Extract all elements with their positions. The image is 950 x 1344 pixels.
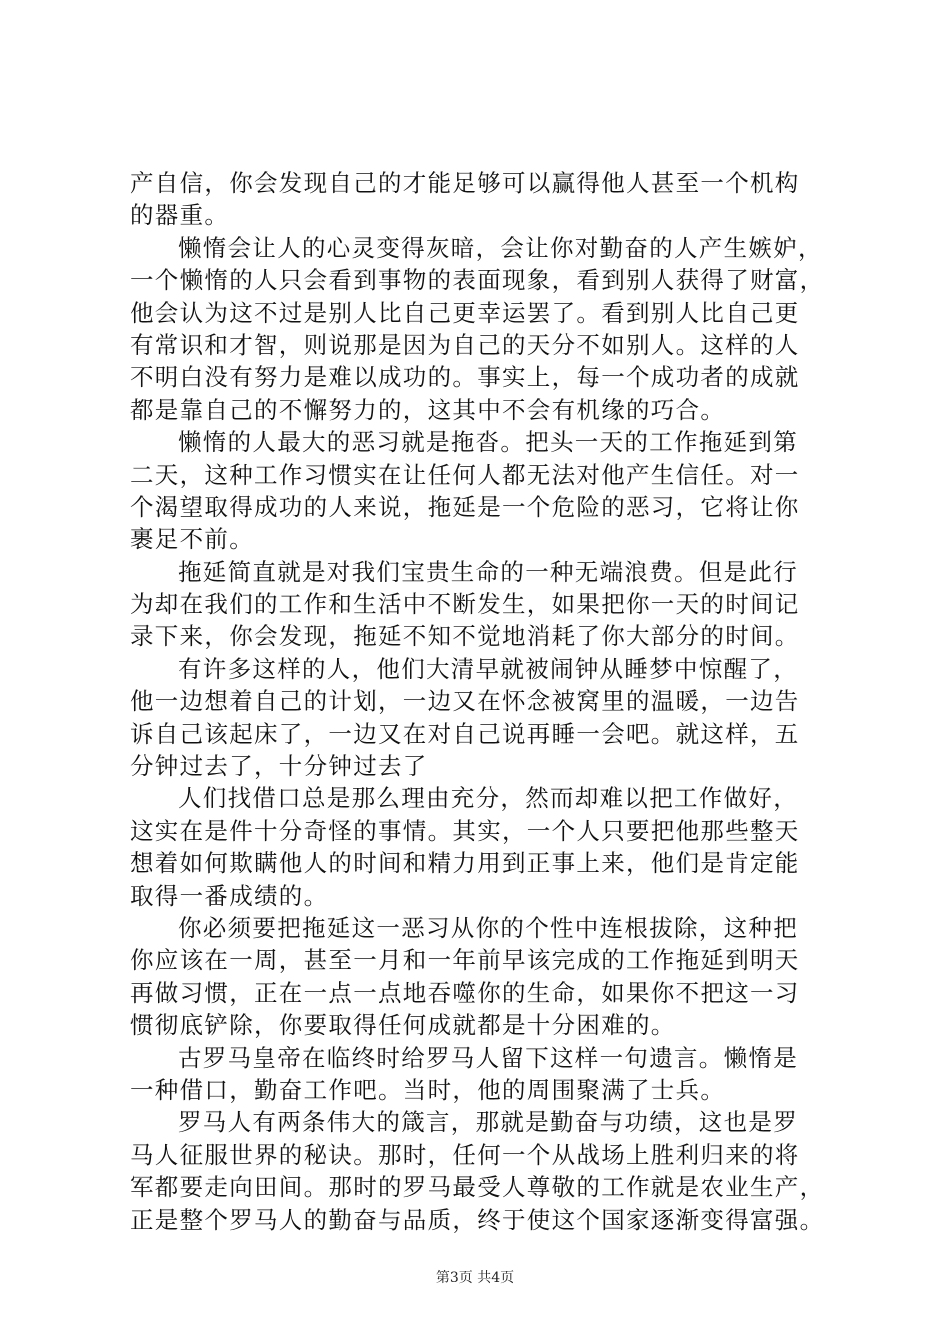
text-line: 他一边想着自己的计划，一边又在怀念被窝里的温暖，一边告 [130,687,800,716]
text-line: 不明白没有努力是难以成功的。事实上，每一个成功者的成就 [130,363,800,392]
text-line: 裹足不前。 [130,525,254,554]
paragraph-start-line: 人们找借口总是那么理由充分，然而却难以把工作做好， [178,784,798,813]
text-line: 惯彻底铲除，你要取得任何成就都是十分困难的。 [130,1011,676,1040]
text-line: 一种借口，勤奋工作吧。当时，他的周围聚满了士兵。 [130,1075,726,1104]
paragraph-start-line: 你必须要把拖延这一恶习从你的个性中连根拔除，这种把 [178,913,798,942]
text-line: 取得一番成绩的。 [130,881,329,910]
text-line: 军都要走向田间。那时的罗马最受人尊敬的工作就是农业生产， [130,1173,825,1202]
paragraph-start-line: 有许多这样的人，他们大清早就被闹钟从睡梦中惊醒了， [178,654,798,683]
page-number-footer: 第3页 共4页 [435,1270,515,1286]
paragraph-start-line: 拖延简直就是对我们宝贵生命的一种无端浪费。但是此行 [178,557,798,586]
text-line: 产自信，你会发现自己的才能足够可以赢得他人甚至一个机构 [130,169,800,197]
text-line: 有常识和才智，则说那是因为自己的天分不如别人。这样的人 [130,330,800,359]
text-line: 你应该在一周，甚至一月和一年前早该完成的工作拖延到明天 [130,946,800,975]
text-line: 分钟过去了，十分钟过去了 [130,752,428,781]
paragraph-start-line: 懒惰的人最大的恶习就是拖沓。把头一天的工作拖延到第 [178,428,798,457]
text-line: 的器重。 [130,201,230,230]
paragraph-start-line: 古罗马皇帝在临终时给罗马人留下这样一句遗言。懒惰是 [178,1043,798,1072]
text-line: 为却在我们的工作和生活中不断发生，如果把你一天的时间记 [130,590,800,619]
text-line: 个渴望取得成功的人来说，拖延是一个危险的恶习，它将让你 [130,492,800,521]
text-line: 二天，这种工作习惯实在让任何人都无法对他产生信任。对一 [130,460,800,489]
text-line: 诉自己该起床了，一边又在对自己说再睡一会吧。就这样，五 [130,719,800,748]
paragraph-start-line: 罗马人有两条伟大的箴言，那就是勤奋与功绩，这也是罗 [178,1108,798,1137]
paragraph-start-line: 懒惰会让人的心灵变得灰暗，会让你对勤奋的人产生嫉妒， [178,233,823,262]
text-line: 录下来，你会发现，拖延不知不觉地消耗了你大部分的时间。 [130,622,800,651]
text-line: 一个懒惰的人只会看到事物的表面现象，看到别人获得了财富， [130,266,825,295]
text-line: 再做习惯，正在一点一点地吞噬你的生命，如果你不把这一习 [130,978,800,1007]
body-text [130,167,838,1236]
text-line: 这实在是件十分奇怪的事情。其实，一个人只要把他那些整天 [130,816,800,845]
text-line: 马人征服世界的秘诀。那时，任何一个从战场上胜利归来的将 [130,1140,800,1169]
text-line: 都是靠自己的不懈努力的，这其中不会有机缘的巧合。 [130,395,726,424]
text-line: 想着如何欺瞒他人的时间和精力用到正事上来，他们是肯定能 [130,849,800,878]
text-line: 他会认为这不过是别人比自己更幸运罢了。看到别人比自己更 [130,298,800,327]
text-line: 正是整个罗马人的勤奋与品质，终于使这个国家逐渐变得富强。 [130,1205,825,1234]
